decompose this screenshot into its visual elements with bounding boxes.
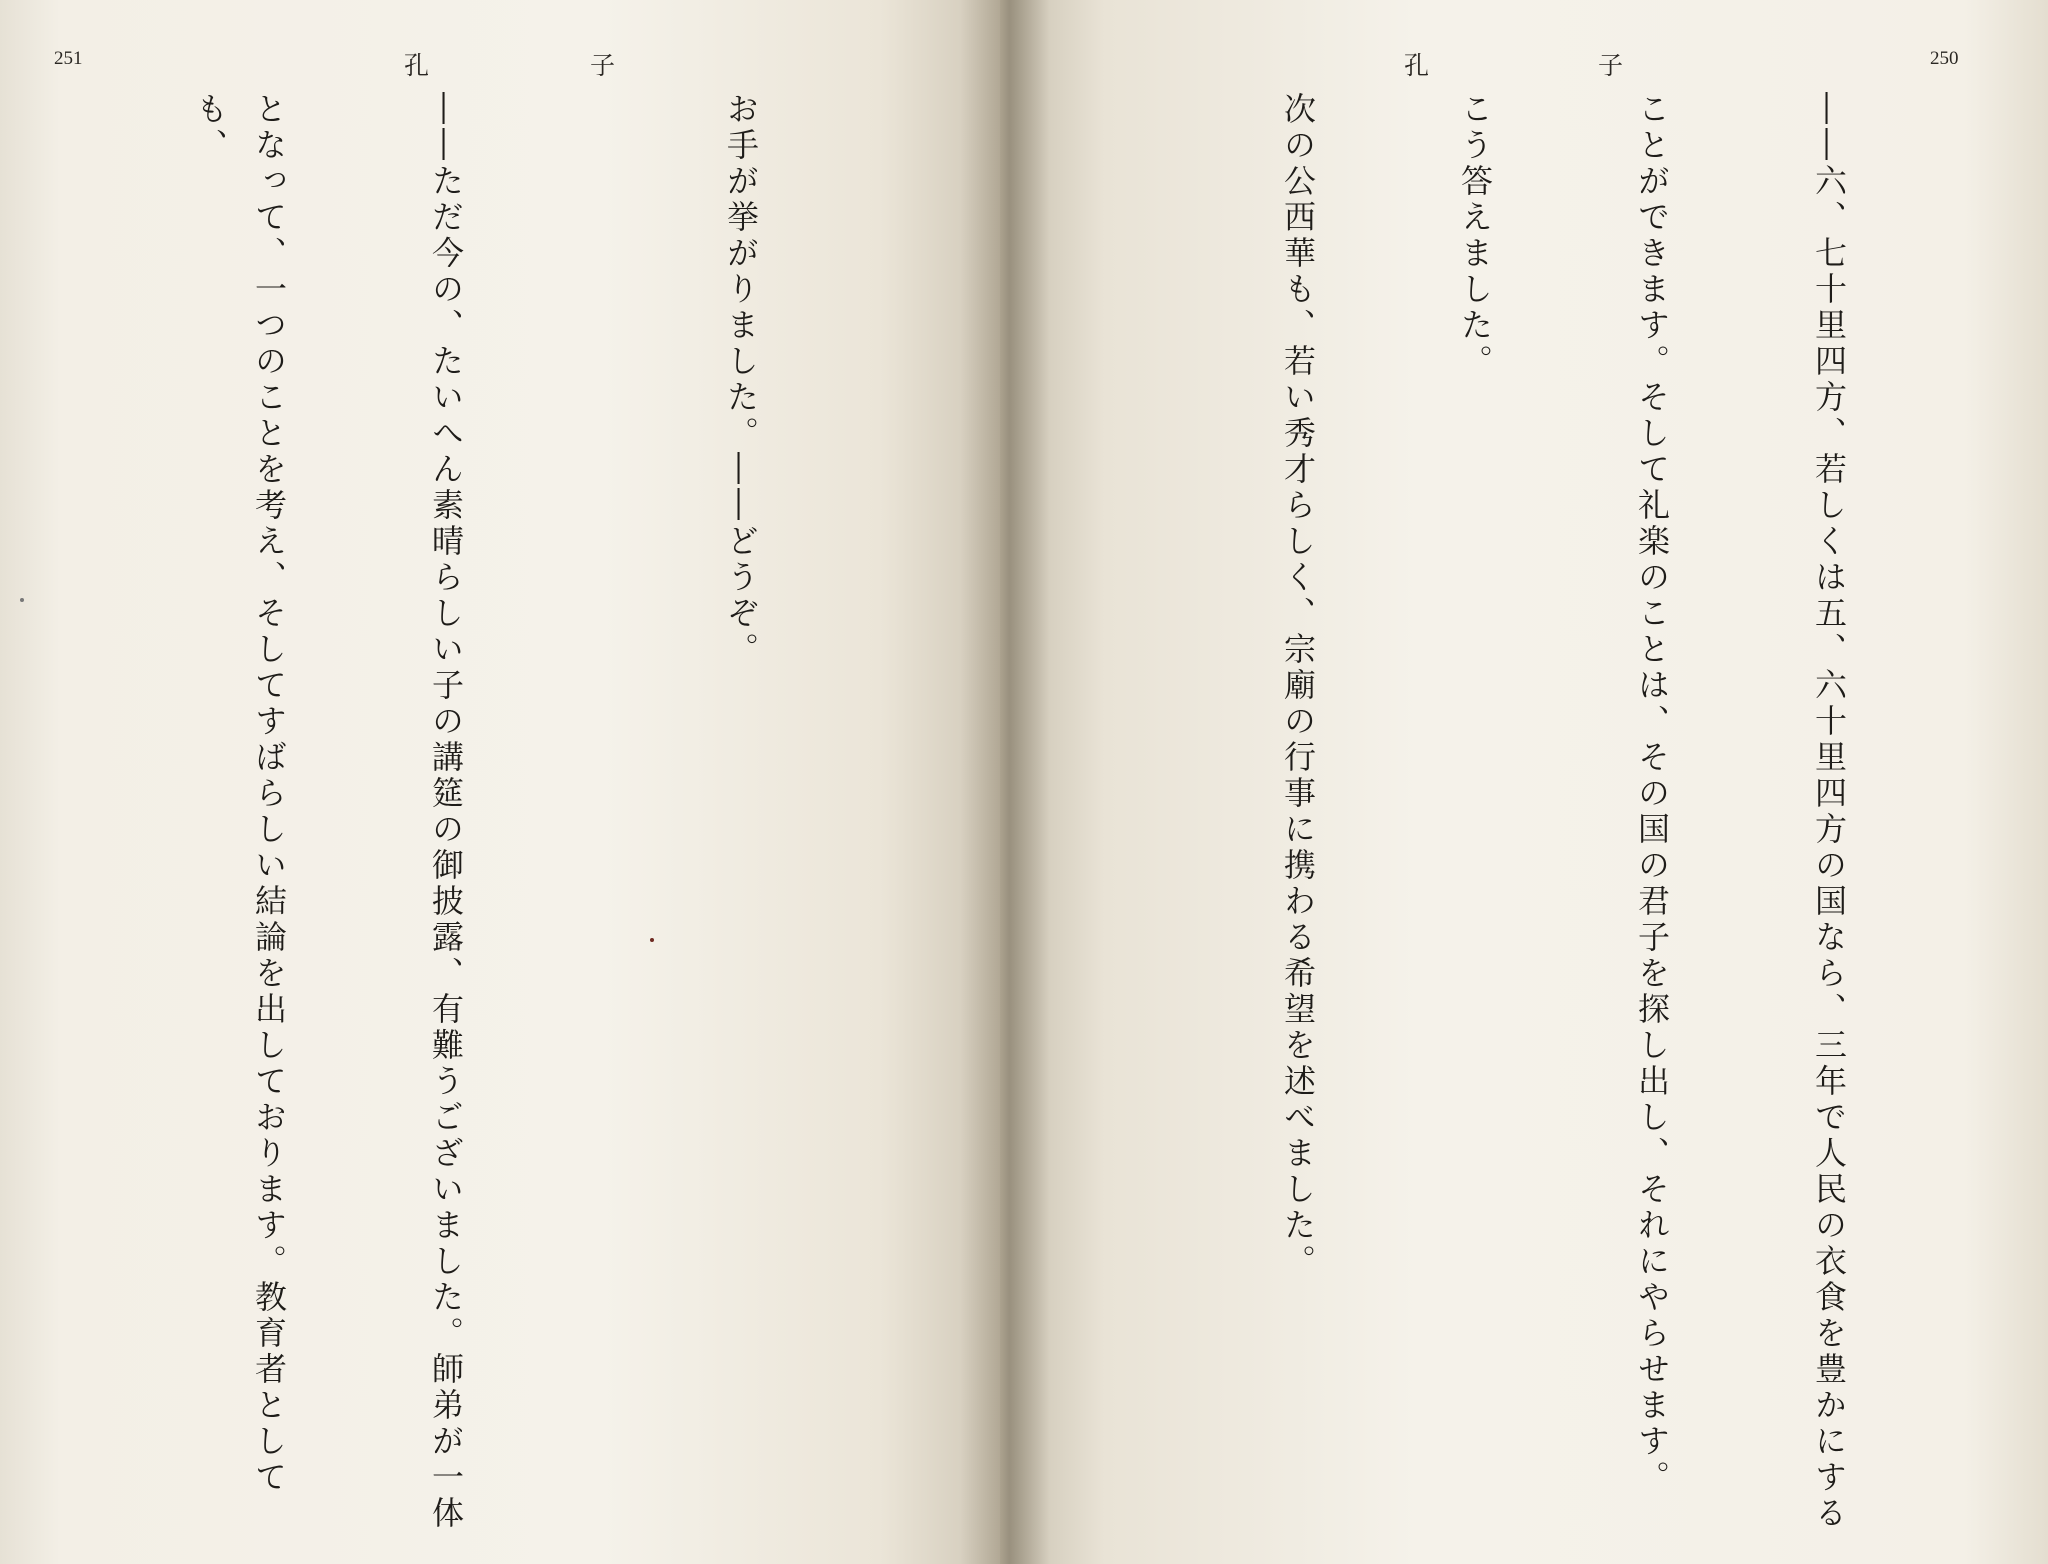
text-line: となって、一つのことを考え、そしてすばらしい結論を出しております。教育者としても、 [191,92,288,1496]
paper-speck [20,598,24,602]
text-line: 次の公西華も、若い秀才らしく、宗廟の行事に携わる希望を述べました。 [1279,92,1317,1280]
left-page-body-text [118,92,888,1532]
text-line: こう答えました。 [1456,92,1494,380]
right-running-header-char-2: 子 [1598,51,1624,80]
right-running-header-char-1: 孔 [1404,51,1430,80]
text-line: ことができます。そして礼楽のことは、その国の君子を探し出し、それにやらせます。 [1633,92,1671,1496]
text-line: お手が挙がりました。――どうぞ。 [722,92,760,668]
text-line: ――ただ今の、たいへん素晴らしい子の講筵の御披露、有難うございました。師弟が一体 [427,92,465,1532]
left-running-header-char-2: 子 [590,51,616,80]
right-page-body-text [1216,92,1976,1532]
left-running-header-char-1: 孔 [404,51,430,80]
left-page-number: 251 [54,48,83,69]
right-page-number: 250 [1930,48,1959,69]
paper-speck [650,938,654,942]
text-line: ――六、七十里四方、若しくは五、六十里四方の国なら、三年で人民の衣食を豊かにする [1810,92,1848,1532]
